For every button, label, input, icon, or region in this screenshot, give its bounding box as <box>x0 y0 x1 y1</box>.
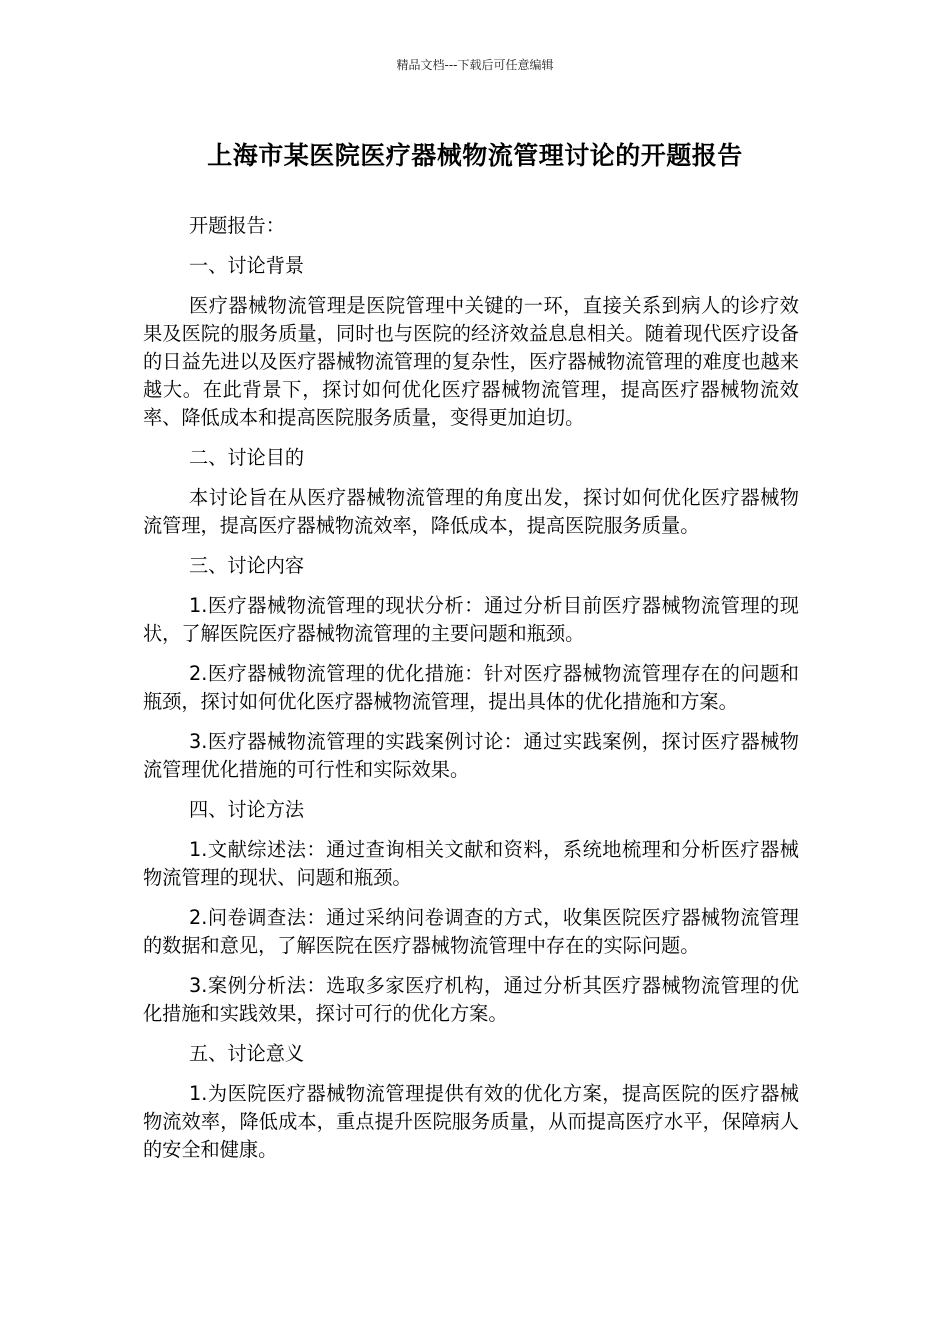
paragraph-background: 医疗器械物流管理是医院管理中关键的一环，直接关系到病人的诊疗效果及医院的服务质量，同时也与医院的经济效益息息相关。随着现代医疗设备的日益先进以及医疗器械物流管理的复杂性，医疗器械物流管理的难度也越来越大。在此背景下，探讨如何优化医疗器械物流管理，提高医疗器械物流效率、降低成本和提高医院服务质量，变得更加迫切。 <box>143 294 799 429</box>
method-item-3: 3.案例分析法：选取多家医疗机构，通过分析其医疗器械物流管理的优化措施和实践效果，探讨可行的优化方案。 <box>143 974 799 1025</box>
intro-label: 开题报告： <box>189 214 285 237</box>
section-heading-significance: 五、讨论意义 <box>189 1042 305 1065</box>
document-title: 上海市某医院医疗器械物流管理讨论的开题报告 <box>207 141 743 170</box>
paragraph-purpose: 本讨论旨在从医疗器械物流管理的角度出发，探讨如何优化医疗器械物流管理，提高医疗器械物流效率，降低成本，提高医院服务质量。 <box>143 486 799 537</box>
content-item-1: 1.医疗器械物流管理的现状分析：通过分析目前医疗器械物流管理的现状，了解医院医疗器械物流管理的主要问题和瓶颈。 <box>143 594 799 645</box>
method-item-1: 1.文献综述法：通过查询相关文献和资料，系统地梳理和分析医疗器械物流管理的现状、问题和瓶颈。 <box>143 838 799 889</box>
header-note: 精品文档---下载后可任意编辑 <box>396 58 554 72</box>
document-body <box>143 212 799 1176</box>
section-heading-content: 三、讨论内容 <box>189 554 305 577</box>
significance-item-1: 1.为医院医疗器械物流管理提供有效的优化方案，提高医院的医疗器械物流效率，降低成本，重点提升医院服务质量，从而提高医疗水平，保障病人的安全和健康。 <box>143 1082 799 1161</box>
content-item-3: 3.医疗器械物流管理的实践案例讨论：通过实践案例，探讨医疗器械物流管理优化措施的可行性和实际效果。 <box>143 730 799 781</box>
section-heading-purpose: 二、讨论目的 <box>189 446 305 469</box>
section-heading-background: 一、讨论背景 <box>189 254 305 277</box>
section-heading-methods: 四、讨论方法 <box>189 798 305 821</box>
method-item-2: 2.问卷调查法：通过采纳问卷调查的方式，收集医院医疗器械物流管理的数据和意见，了解医院在医疗器械物流管理中存在的实际问题。 <box>143 906 799 957</box>
content-item-2: 2.医疗器械物流管理的优化措施：针对医疗器械物流管理存在的问题和瓶颈，探讨如何优化医疗器械物流管理，提出具体的优化措施和方案。 <box>143 662 799 713</box>
